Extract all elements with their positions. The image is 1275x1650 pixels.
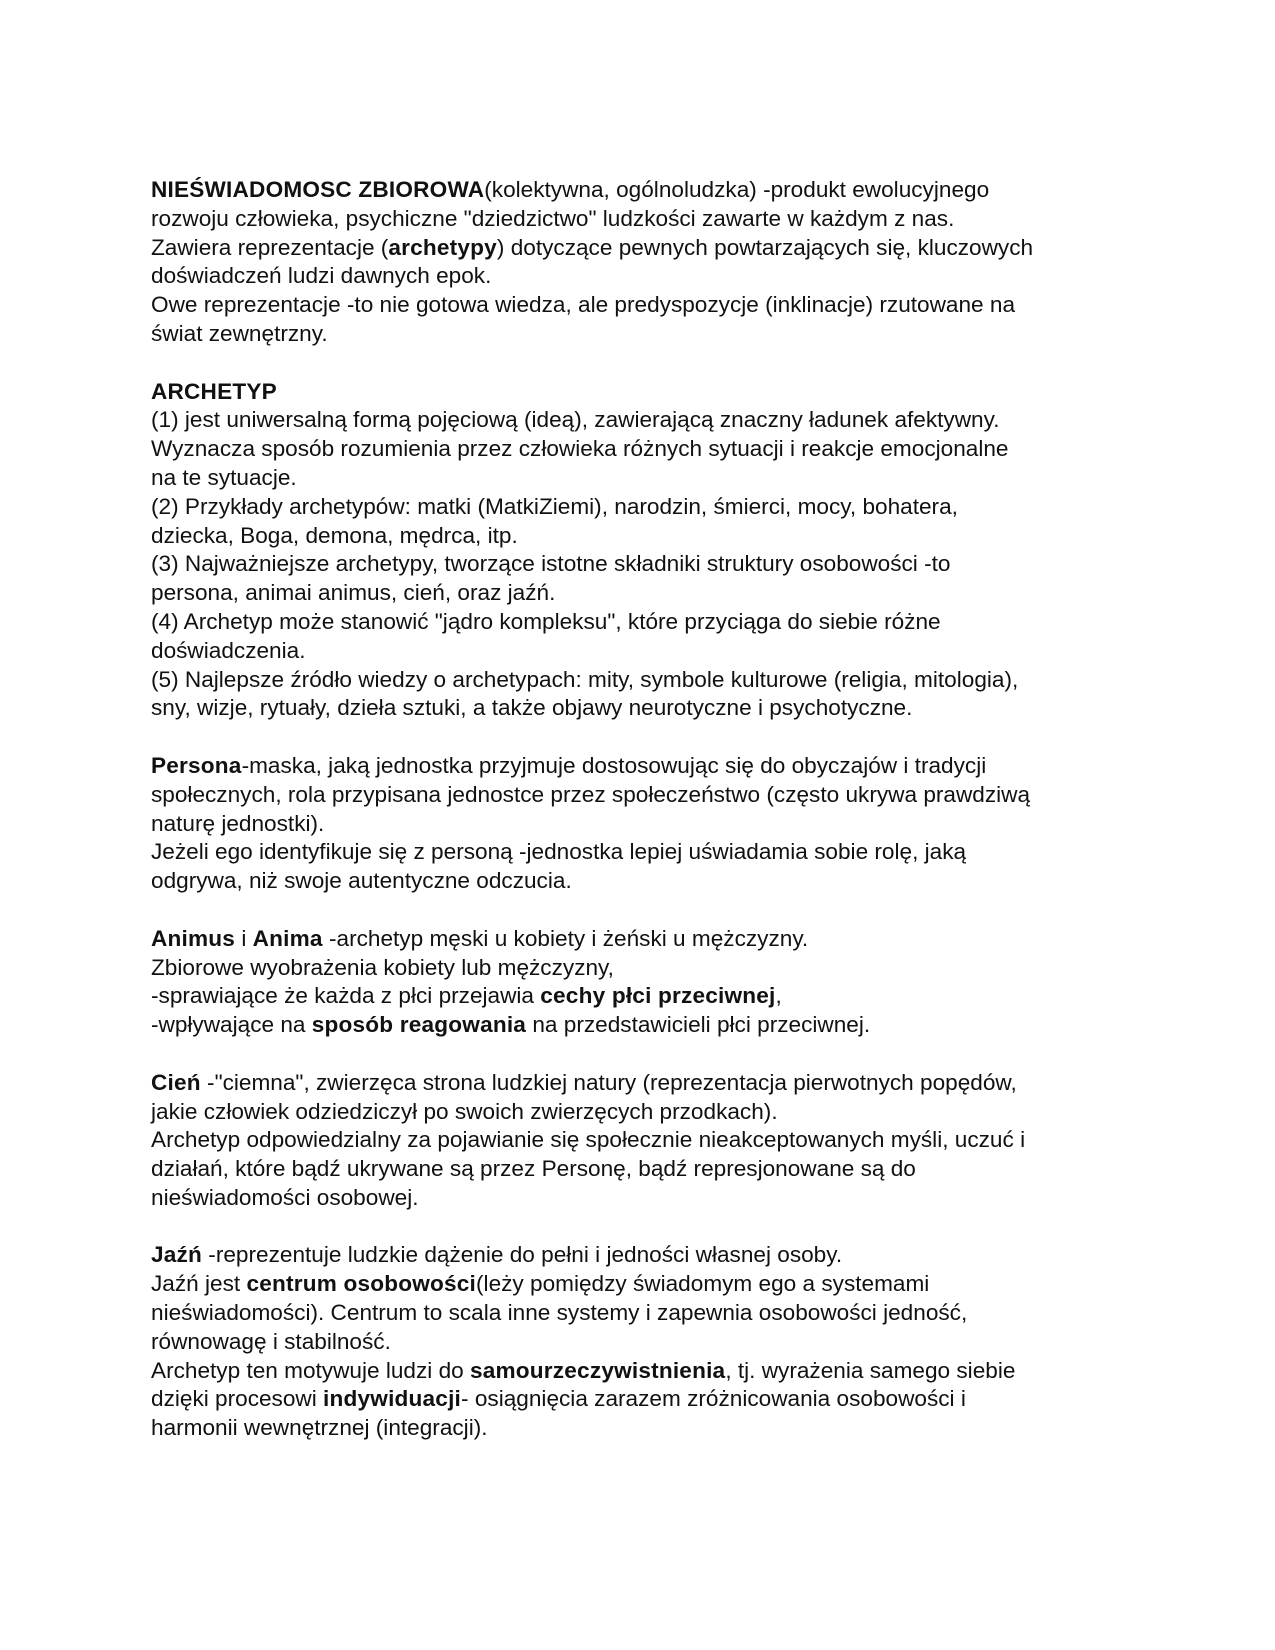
text-line: naturę jednostki). (151, 810, 325, 836)
text-line: świat zewnętrzny. (151, 320, 328, 346)
text-line: Owe reprezentacje -to nie gotowa wiedza, ale predyspozycje (inklinacje) rzutowane na (151, 292, 1016, 318)
text-line: -sprawiające że każda z płci przejawia cechy płci przeciwnej, (151, 983, 782, 1009)
bold-term: indywiduacji (323, 1386, 462, 1412)
paragraph-gap (151, 1040, 1161, 1069)
text-line: nieświadomości osobowej. (151, 1184, 419, 1210)
text-line: (3) Najważniejsze archetypy, tworzące istotne składniki struktury osobowości -to (151, 551, 951, 577)
paragraph-gap (151, 723, 1161, 752)
text-line: doświadczenia. (151, 637, 306, 663)
section-heading: Jaźń (151, 1242, 203, 1268)
text-line: Jeżeli ego identyfikuje się z personą -jednostka lepiej uświadamia sobie rolę, jaką (151, 839, 967, 865)
section-heading: Cień (151, 1069, 201, 1095)
bold-term: archetypy (388, 234, 497, 260)
text-line (151, 378, 1161, 407)
paragraph-gap (151, 896, 1161, 925)
text-line: -wpływające na sposób reagowania na przedstawicieli płci przeciwnej. (151, 1012, 871, 1038)
text-line: Animus i Anima -archetyp męski u kobiety i żeński u mężczyzny. (151, 925, 809, 951)
section-heading: Persona (151, 752, 242, 778)
text-line: Archetyp odpowiedzialny za pojawianie się społecznie nieakceptowanych myśli, uczuć i (151, 1127, 1026, 1153)
text-line: Wyznacza sposób rozumienia przez człowieka różnych sytuacji i reakcje emocjonalne (151, 436, 1009, 462)
section-animus-anima (151, 925, 1161, 1040)
text-line: doświadczeń ludzi dawnych epok. (151, 263, 492, 289)
text-line: Zbiorowe wyobrażenia kobiety lub mężczyzny, (151, 954, 614, 980)
text-line: (1) jest uniwersalną formą pojęciową (ideą), zawierającą znaczny ładunek afektywny. (151, 407, 1000, 433)
section-heading: Anima (252, 925, 323, 951)
text-line: Persona-maska, jaką jednostka przyjmuje dostosowując się do obyczajów i tradycji (151, 752, 987, 778)
text-line: społecznych, rola przypisana jednostce przez społeczeństwo (często ukrywa prawdziwą (151, 781, 1031, 807)
bold-term: cechy płci przeciwnej (540, 983, 776, 1009)
text-line: sny, wizje, rytuały, dzieła sztuki, a także objawy neurotyczne i psychotyczne. (151, 695, 913, 721)
text-line: harmonii wewnętrznej (integracji). (151, 1415, 488, 1441)
text-line: na te sytuacje. (151, 464, 297, 490)
document-body (151, 176, 1161, 1443)
bold-term: sposób reagowania (311, 1012, 527, 1038)
text-line: równowagę i stabilność. (151, 1328, 391, 1354)
text-line: dziecka, Boga, demona, mędrca, itp. (151, 522, 518, 548)
section-heading: ARCHETYP (151, 378, 277, 404)
text-line: odgrywa, niż swoje autentyczne odczucia. (151, 868, 572, 894)
section-collective-unconscious (151, 176, 1161, 349)
bold-term: samourzeczywistnienia (469, 1357, 726, 1383)
paragraph-gap (151, 1213, 1161, 1242)
section-self (151, 1241, 1161, 1443)
section-heading: Animus (151, 925, 236, 951)
section-persona (151, 752, 1161, 896)
text-line: rozwoju człowieka, psychiczne "dziedzictwo" ludzkości zawarte w każdym z nas. (151, 205, 955, 231)
text-line: jakie człowiek odziedziczył po swoich zwierzęcych przodkach). (151, 1098, 778, 1124)
text-line: Jaźń -reprezentuje ludzkie dążenie do pełni i jedności własnej osoby. (151, 1242, 843, 1268)
text-line: Cień -"ciemna", zwierzęca strona ludzkiej natury (reprezentacja pierwotnych popędów, (151, 1069, 1017, 1095)
bold-term: centrum osobowości (246, 1271, 477, 1297)
section-shadow (151, 1069, 1161, 1213)
text-line: nieświadomości). Centrum to scala inne systemy i zapewnia osobowości jedność, (151, 1300, 968, 1326)
section-heading: NIEŚWIADOMOSC ZBIOROWA (151, 177, 485, 202)
paragraph-gap (151, 349, 1161, 378)
text-line: dzięki procesowi indywiduacji- osiągnięcia zarazem zróżnicowania osobowości i (151, 1386, 966, 1412)
text-line: Archetyp ten motywuje ludzi do samourzeczywistnienia, tj. wyrażenia samego siebie (151, 1357, 1016, 1383)
text-line: Jaźń jest centrum osobowości(leży pomiędzy świadomym ego a systemami (151, 1271, 930, 1297)
text-line: NIEŚWIADOMOSC ZBIOROWA(kolektywna, ogólnoludzka) -produkt ewolucyjnego (151, 177, 990, 202)
text-line: (5) Najlepsze źródło wiedzy o archetypach: mity, symbole kulturowe (religia, mitologia), (151, 666, 1019, 692)
section-archetype (151, 378, 1161, 724)
text-line: (4) Archetyp może stanowić "jądro kompleksu", które przyciąga do siebie różne (151, 608, 941, 634)
text-line: działań, które bądź ukrywane są przez Personę, bądź represjonowane są do (151, 1156, 916, 1182)
text-line: Zawiera reprezentacje (archetypy) dotyczące pewnych powtarzających się, kluczowych (151, 234, 1034, 260)
text-line: (2) Przykłady archetypów: matki (MatkiZiemi), narodzin, śmierci, mocy, bohatera, (151, 493, 958, 519)
text-line: persona, animai animus, cień, oraz jaźń. (151, 580, 556, 606)
